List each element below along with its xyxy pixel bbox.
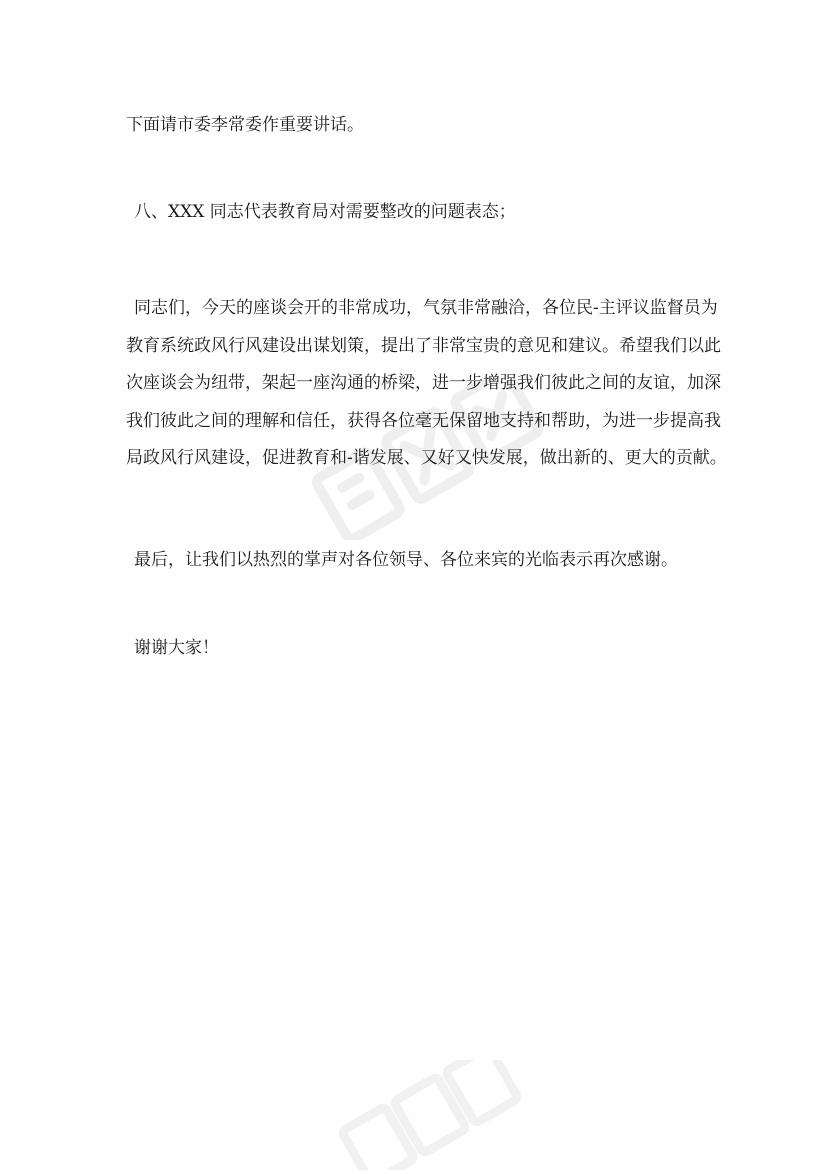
text-line-thank-you: 谢谢大家！ — [134, 638, 219, 658]
paragraph-line: 教育系统政风行风建设出谋划策，提出了非常宝贵的意见和建议。希望我们以此 — [126, 335, 721, 356]
text-line-agenda-item-8: 八、XXX 同志代表教育局对需要整改的问题表态； — [134, 202, 516, 222]
text-line-thanks-guests: 最后，让我们以热烈的掌声对各位领导、各位来宾的光临表示再次感谢。 — [134, 550, 678, 570]
watermark-logo — [300, 380, 560, 540]
text-line-invite-speech: 下面请市委李常委作重要讲话。 — [126, 115, 364, 135]
paragraph-line: 我们彼此之间的理解和信任，获得各位毫无保留地支持和帮助，为进一步提高我 — [126, 410, 721, 431]
paragraph-line: 同志们，今天的座谈会开的非常成功，气氛非常融洽，各位民-主评议监督员为 — [134, 298, 718, 318]
watermark-logo-bottom — [330, 1060, 530, 1170]
paragraph-line: 局政风行风建设，促进教育和-谐发展、又好又快发展，做出新的、更大的贡献。 — [126, 448, 727, 468]
paragraph-line: 次座谈会为纽带，架起一座沟通的桥梁，进一步增强我们彼此之间的友谊，加深 — [126, 373, 721, 393]
